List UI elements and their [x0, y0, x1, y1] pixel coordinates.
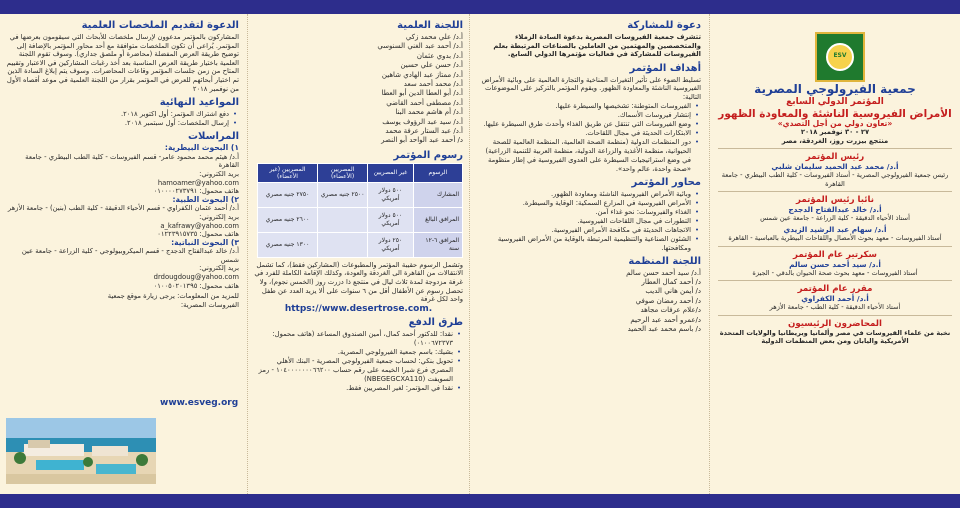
scientific-member: أ.د/ حسن علي حسين	[400, 61, 463, 70]
person-name: أ.د/ خالد عبدالفتاح الدجدج	[788, 205, 882, 215]
fees-header-cell: المصريين (غير الأعضاء)	[258, 163, 318, 182]
contact-phone: هاتف محمول: ٠١٠٠٠٠٢٧٣٧٩١	[153, 187, 239, 196]
organizing-member: د/عمرو أحمد عبد الرحيم	[630, 315, 701, 324]
table-row	[258, 232, 463, 257]
table-row	[258, 207, 463, 232]
society-website-link[interactable]: www.esveg.org	[160, 398, 239, 408]
list-item: • تحويل بنكي: لحساب جمعية الفيرولوجي المصرية - البنك الأهلي المصري فرع شبرا الخيمه على رقم حساب ١٠٤٠٠٠٠٠٠٠٦٦٢٠٠ - رمز السويفت (NBEGEGCXA110)	[254, 357, 453, 384]
fees-cell: ٢٦٠٠ جنيه مصري	[258, 207, 318, 232]
contact-email[interactable]: drdougdoug@yahoo.com	[153, 273, 239, 282]
organizing-committee-heading: اللجنة المنظمة	[628, 255, 701, 267]
scientific-member: أ.د/ ممتاز عبد الهادي شاهين	[381, 70, 463, 79]
list-item: • وبائية الأمراض الفيروسية الناشئة ومعاودة الظهور.	[476, 190, 691, 199]
resort-photo	[6, 418, 156, 484]
society-title: جمعية الفيرولوجي المصرية	[754, 82, 916, 96]
hotel-link[interactable]: https://www.desertrose.com.	[284, 303, 433, 314]
list-item: • التطورات في مجال اللقاحات الفيروسية.	[476, 217, 691, 226]
payment-heading: طرق الدفع	[408, 316, 463, 328]
contact-email-label: بريد الكتروني:	[199, 169, 239, 178]
person-name: أ.د/ سهام عبد الرشيد الزيدي	[783, 225, 887, 235]
scientific-member: أ.د/ عبد الستار عرفة محمد	[385, 127, 463, 136]
scientific-member: أ.د/ بدوي عثمان	[416, 51, 463, 60]
list-item: • الشئون الصناعية والتنظيمية المرتبطة بالوقاية من الأمراض الفيروسية ومكافحتها.	[476, 235, 691, 253]
fees-cell: ١٣٠٠ جنيه مصري	[258, 232, 318, 257]
fees-header-cell: الرسوم	[413, 163, 462, 182]
conference-dates: ٢٧ - ٣٠ نوفمبر ٢٠١٨	[800, 128, 870, 137]
invite-heading: دعوة للمشاركة	[627, 20, 701, 31]
contact-block	[6, 196, 239, 239]
contact-heading: ٣) البحوث النباتية:	[171, 237, 239, 247]
brochure-sheet	[0, 14, 960, 494]
fees-header-cell: المصريين (الأعضاء)	[317, 163, 367, 182]
deadlines-heading: المواعيد النهائية	[159, 97, 239, 109]
person-role: المحاضرون الرئيسيون	[788, 318, 882, 329]
fees-cell: ٢٧٥٠ جنيه مصري	[258, 182, 318, 207]
conference-motto: «تعاون دولي من أجل التصدي»	[777, 119, 893, 128]
person-block	[718, 152, 952, 188]
contact-block	[6, 239, 239, 291]
fees-cell: ٢٥٠ دولار أمريكي	[368, 232, 413, 257]
contact-email[interactable]: a_kafrawy@yahoo.com	[160, 221, 239, 230]
scientific-member: أ.د/ أم هاشم محمد البنا	[395, 108, 463, 117]
contact-email-label: بريد إلكتروني:	[199, 264, 239, 273]
scientific-member: أ.د/ أبو العطا الدين أبو العطا	[381, 89, 463, 98]
fees-cell	[317, 207, 367, 232]
list-item: • الأمراض الفيروسية في المزارع السمكية: الوقاية والسيطرة.	[476, 199, 691, 208]
person-name: أ.د/ محمد عبد الحميد سليمان شلبي	[771, 162, 899, 172]
list-item: • إنتشار فيروسات الأسماك.	[476, 111, 691, 120]
contact-heading: ١) البحوث البيطرية:	[164, 143, 239, 153]
person-role: نائبا رئيس المؤتمر	[796, 195, 874, 206]
person-desc: أستاذ الأحياء الدقيقة - كلية الطب - جامعة الأزهر	[769, 303, 901, 312]
contact-block	[6, 144, 239, 196]
list-item: • الغذاء والفيروسات: نحو غذاء آمن.	[476, 208, 691, 217]
fees-cell	[317, 232, 367, 257]
contact-phone: هاتف محمول: ٠١٠٠٥٠٢٠١٣٩٥	[153, 281, 239, 290]
fees-row-label: المرافق ٦-١٢ سنة	[413, 232, 462, 257]
person-desc: نخبة من علماء الفيروسات في مصر وألمانيا وبريطانيا والولايات المتحدة الأمريكية واليابان ومن بعض المنظمات الدولية	[719, 328, 951, 346]
list-item: • نقدا في المؤتمر: لغير المصريين فقط.	[254, 384, 453, 393]
society-logo: ESV	[815, 32, 865, 82]
scientific-member: أ.د/ محمد أحمد سعد	[403, 80, 463, 89]
person-block	[718, 195, 952, 243]
deadlines-list	[6, 110, 239, 128]
axes-list	[476, 190, 701, 253]
contact-name: أ.د/ أحمد عثمان الكفراوي - قسم الأحياء الدقيقة - كلية الطب (بنين) - جامعة الأزهر	[7, 204, 239, 213]
conference-venue: منتجع بيزرت روز، الغردقة، مصر	[781, 136, 889, 145]
person-block	[718, 250, 952, 277]
person-role: رئيس المؤتمر	[805, 152, 865, 163]
invite-text: تتشرف جمعية الفيروسات المصرية بدعوة السادة الزملاء والمتخصصين والمهتمين من العاملين بالصناعات المرتبطة بعلم الفيروسات للمشاركة في فعاليات مؤتمرها الدولي السابع.	[493, 33, 701, 59]
organizing-member: د/ أحمد رمضان صوفي	[635, 296, 701, 305]
scientific-member: د/ أحمد عبد الواحد أبو النصر	[381, 136, 463, 145]
table-row	[258, 182, 463, 207]
fees-row-label: المرافق البالغ	[413, 207, 462, 232]
goals-heading: أهداف المؤتمر	[629, 62, 701, 74]
conference-name: المؤتمر الدولي السابع	[786, 97, 884, 107]
scientific-member: أ.د/ مصطفى أحمد القاضي	[386, 98, 463, 107]
contact-heading: ٢) البحوث الطبية:	[172, 194, 239, 204]
scientific-member: أ.د/ علي محمد زكي	[405, 33, 463, 41]
conference-theme: الأمراض الفيروسية الناشئة والمعاودة الظهور	[718, 108, 952, 120]
person-desc: أستاذ الفيروسات - معهد بحوث الأمصال واللقاحات البيطرية بالعباسية - القاهرة	[728, 234, 942, 243]
list-item: • وضع الفيروسات التي تنتقل عن طريق الغذاء وأحدث طرق السيطرة عليها.	[476, 120, 691, 129]
fees-table	[257, 163, 463, 258]
organizing-member: د/ أيمن هاني الديب	[645, 287, 701, 296]
fees-header-cell: غير المصريين	[368, 163, 413, 182]
list-item: • الاتجاهات الحديثة في مكافحة الأمراض الفيروسية.	[476, 226, 691, 235]
organizing-member: د/ أحمد كمال العطار	[641, 277, 701, 286]
person-role: مقرر عام المؤتمر	[797, 284, 873, 295]
organizing-member: د/ باسم محمد عبد الحميد	[627, 325, 701, 333]
person-name: أ.د/ سيد أحمد حسن سالم	[789, 259, 881, 269]
goals-intro: تسليط الضوء على تأثير التغيرات المناخية والتجارة العالمية على وبائية الأمراض الفيروسية الناشئة والمعاودة الظهور. ويقوم المؤتمر بالتركيز على الموضوعات التالية:	[481, 75, 701, 101]
fees-cell: ٥٠٠ دولار أمريكي	[368, 207, 413, 232]
abstracts-heading: الدعوة لتقديم الملخصات العلمية	[81, 20, 239, 31]
person-desc: أستاذ الفيروسات - معهد بحوث صحة الحيوان بالدقي - الجيزة	[752, 268, 918, 277]
column-invitation	[470, 14, 710, 494]
column-committee-fees	[248, 14, 470, 494]
list-item: • نقدا: للدكتور أحمد كمال، أمين الصندوق المساعد (هاتف محمول: ٠١٠٠٦٧٢٣٧٣)	[254, 330, 453, 348]
person-name: أ.د/ أحمد الكفراوي	[801, 294, 869, 304]
person-desc: أستاذ الأحياء الدقيقة - كلية الزراعة - جامعة عين شمس	[760, 214, 910, 223]
organizing-member: د/علام عرفات مجاهد	[640, 306, 701, 315]
person-desc: رئيس جمعية الفيرولوجي المصرية - أستاذ الفيروسات - كلية الطب البيطري - جامعة القاهرة	[721, 171, 949, 188]
abstracts-text: المشاركون بالمؤتمر مدعوون لإرسال ملخصات للأبحاث التي سيقومون بعرضها في المؤتمر. يُراعى أن تكون الملخصات متوافقة مع أحد محاور المؤتمر بالإضافة إلى توضيح طريقة العرض المفضلة (محاضرة أو ملصق جداري). وسوف تقوم اللجنة العلمية باختيار طريقة العرض المناسبة بعد أخذ رغبات المشاركين في الاعتبار وتقييم المتاح من زمن جلسات المؤتمر وقاعات المحاضرات. وسوف يتم إبلاغ السادة الذين تم اختيار أبحاثهم للعرض في المؤتمر بقرار من اللجنة العلمية في موعد أقصاه الأول من نوفمبر ٢٠١٨	[6, 33, 239, 93]
person-role: سكرتير عام المؤتمر	[793, 249, 877, 260]
fees-row-label: المشارك	[413, 182, 462, 207]
list-item: • بشيك: باسم جمعية الفيرولوجي المصرية.	[254, 348, 453, 357]
goals-list	[476, 102, 701, 174]
contact-email[interactable]: hamoamer@yahoo.com	[157, 178, 239, 187]
fees-note: وتشمل الرسوم حقيبة المؤتمر والمطبوعات (المشاركين فقط)، كما تشمل الانتقالات من القاهرة الى الغردقة والعودة، وكذلك الإقامة الكاملة للفرد في غرفة مزدوجة لمدة ثلاث ليال في منتجع ذا دزرت روز (الخمس نجوم)، ولا تحصل رسوم عن الأطفال أقل من ٦ سنوات على ألا يزيد العدد عن طفل واحد لكل غرفة	[254, 260, 463, 304]
list-item: • الفيروسات المتوطنة: تشخيصها والسيطرة عليها.	[476, 102, 691, 111]
person-block	[718, 284, 952, 311]
top-band	[0, 0, 960, 14]
scientific-member: أ.د/ أحمد عبد الغني السنوسي	[377, 42, 463, 51]
column-cover	[710, 14, 960, 494]
correspondence-heading: المراسلات	[187, 131, 239, 143]
payment-list	[254, 330, 463, 393]
scientific-committee-heading: اللجنة العلمية	[397, 20, 463, 31]
bottom-band	[0, 494, 960, 508]
more-info-text: للمزيد من المعلومات: يرجى زيارة موقع جمعية الفيروسات المصرية:	[107, 292, 239, 309]
list-item: • إرسال الملخصات: أول سبتمبر ٢٠١٨.	[6, 119, 229, 128]
contact-name: أ.د/ هيثم محمد محمود عامر- قسم الفيروسات - كلية الطب البيطري - جامعة القاهرة	[25, 152, 239, 170]
fees-cell: ٢٥٠٠ جنيه مصري	[317, 182, 367, 207]
list-item: • دور المنظمات الدولية (منظمة الصحة العالمية، المنظمة العالمية للصحة الحيوانية، منظمة الأغذية والزراعة الدولية، منظمة العربية للتنمية الزراعية) في وضع استراتيجيات السيطرة على العدوى الفيروسية في إطار منظومة «صحة واحدة، عالم واحد».	[476, 138, 691, 174]
contact-phone: هاتف محمول: ٠١٢٢٣٩١٥٧٣٥	[157, 230, 239, 239]
list-item: • الابتكارات الحديثة في مجال اللقاحات.	[476, 129, 691, 138]
scientific-member: أ.د/ سيد عبد الرؤوف يوسف	[382, 117, 463, 126]
contact-name: أ.د/ خالد عبدالفتاح الدجدج - قسم الميكروبيولوجي - كلية الزراعة - جامعة عين شمس	[21, 247, 239, 264]
contact-email-label: بريد إلكتروني:	[199, 212, 239, 221]
axes-heading: محاور المؤتمر	[631, 176, 701, 188]
fees-cell: ٥٠٠ دولار أمريكي	[368, 182, 413, 207]
list-item: • دفع اشتراك المؤتمر: أول اكتوبر ٢٠١٨.	[6, 110, 229, 119]
organizing-member: أ.د/ سيد أحمد حسن سالم	[626, 268, 701, 277]
person-block	[718, 319, 952, 346]
fees-heading: رسوم المؤتمر	[393, 149, 463, 161]
